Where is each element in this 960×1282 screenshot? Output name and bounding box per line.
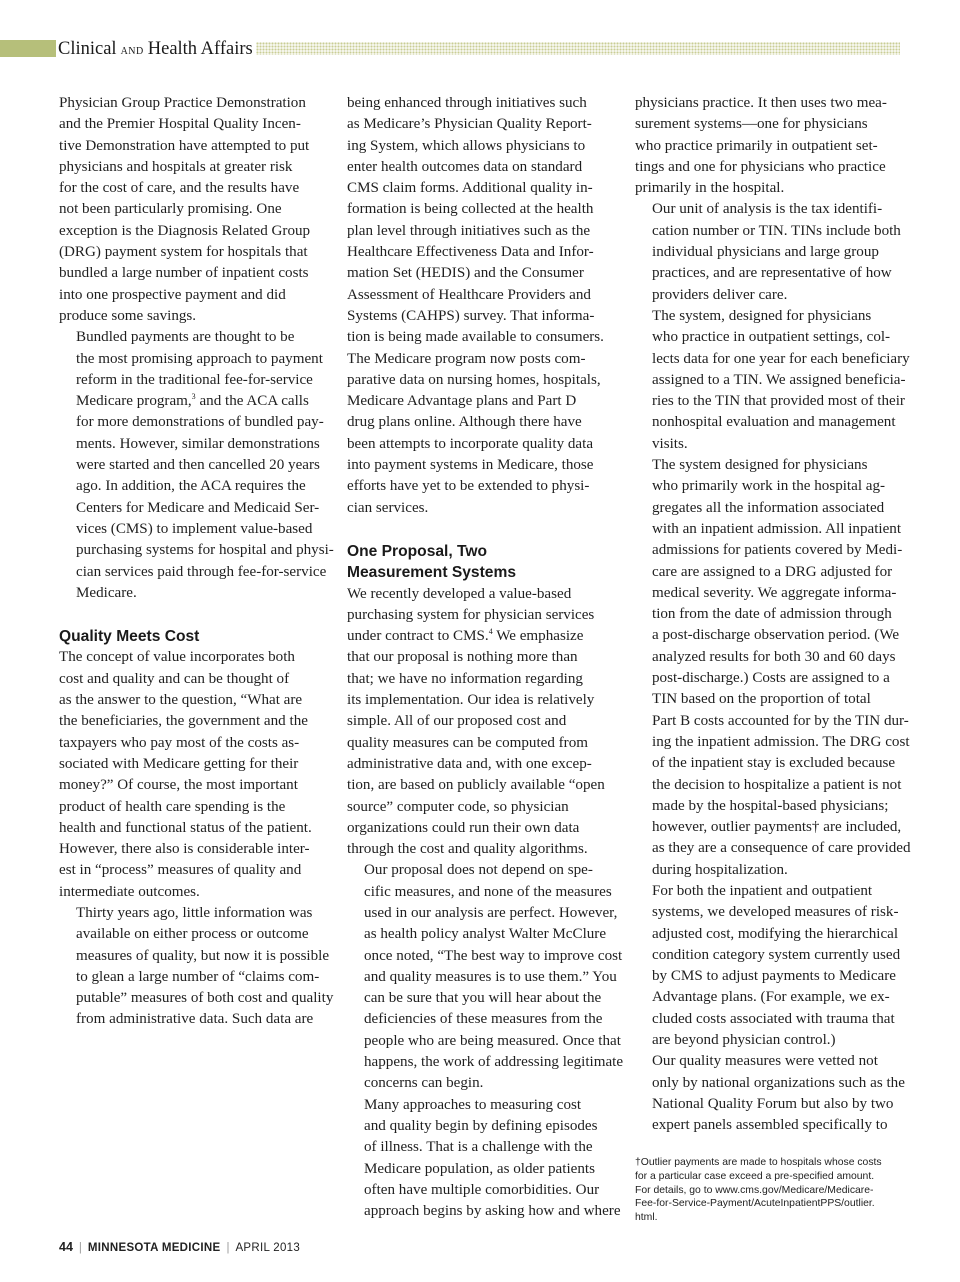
text-line: adjusted cost, modifying the hierarchical — [652, 925, 899, 942]
text-line: For both the inpatient and outpatient — [652, 882, 873, 899]
text-line: Assessment of Healthcare Providers and — [347, 286, 591, 303]
text-line: National Quality Forum but also by two — [652, 1095, 894, 1112]
paragraph — [635, 455, 911, 881]
paragraph — [347, 584, 617, 861]
text-line: by CMS to adjust payments to Medicare — [652, 968, 896, 985]
text-fragment: under contract to CMS. — [347, 628, 489, 645]
text-line: purchasing systems for hospital and physi- — [76, 542, 334, 559]
text-line: exception is the Diagnosis Related Group — [59, 222, 311, 239]
text-line: made by the hospital-based physicians; — [652, 797, 889, 814]
text-line: putable” measures of both cost and quality — [76, 990, 334, 1007]
text-line: are beyond physician control.) — [652, 1032, 836, 1049]
text-line: product of health care spending is the — [59, 798, 286, 815]
text-line: the decision to hospitalize a patient is not — [652, 776, 902, 793]
text-line: Our quality measures were vetted not — [652, 1053, 878, 1070]
page-footer — [59, 1240, 300, 1255]
magazine-name: MINNESOTA MEDICINE — [87, 1242, 221, 1254]
text-line: post-discharge.) Costs are assigned to a — [652, 670, 890, 687]
text-line: tion is being made available to consumers. — [347, 329, 604, 346]
text-line: produce some savings. — [59, 307, 197, 324]
text-line: who practice in outpatient settings, col- — [652, 329, 891, 346]
text-line: Advantage plans. (For example, we ex- — [652, 989, 890, 1006]
text-line: as the answer to the question, “What are — [59, 692, 303, 709]
text-line: can be sure that you will hear about the — [364, 990, 602, 1007]
paragraph — [635, 881, 905, 1051]
text-line: into one prospective payment and did — [59, 286, 286, 303]
text-line: being enhanced through initiatives such — [347, 95, 587, 111]
text-line: The Medicare program now posts com- — [347, 350, 586, 367]
text-line: admissions for patients covered by Medi- — [652, 542, 903, 559]
text-line: drug plans online. Although there have — [347, 414, 582, 431]
text-line: practices, and are representative of how — [652, 265, 892, 282]
header-dot-rule — [256, 42, 900, 55]
text-line: that our proposal is nothing more than — [347, 649, 578, 666]
header-accent-bar — [0, 40, 56, 57]
text-line: nonhospital evaluation and management — [652, 414, 896, 431]
text-line: assigned to a TIN. We assigned beneficia- — [652, 371, 906, 388]
text-line: source” computer code, so physician — [347, 798, 569, 815]
text-line: money?” Of course, the most important — [59, 777, 298, 794]
text-line: cluded costs associated with trauma that — [652, 1010, 895, 1027]
text-line: medical severity. We aggregate informa- — [652, 584, 897, 601]
text-line: Thirty years ago, little information was — [76, 904, 313, 921]
text-line: happens, the work of addressing legitimate — [364, 1054, 624, 1071]
text-line: as health policy analyst Walter McClure — [364, 926, 607, 943]
text-line: Part B costs accounted for by the TIN dur- — [652, 712, 909, 729]
text-line: measures of quality, but now it is possible — [76, 947, 330, 964]
text-line: as Medicare’s Physician Quality Report- — [347, 116, 592, 133]
text-line: administrative data and, with one excep- — [347, 755, 592, 772]
text-line: primarily in the hospital. — [635, 180, 785, 197]
column-2 — [347, 93, 624, 1222]
text-line: the most promising approach to payment — [76, 350, 323, 367]
text-line: expert panels assembled specifically to — [652, 1117, 888, 1134]
paragraph — [59, 93, 325, 327]
text-line: tion from the date of admission through — [652, 606, 892, 623]
paragraph — [59, 327, 334, 604]
text-line: cation number or TIN. TINs include both — [652, 222, 901, 239]
heading-line: Measurement Systems — [347, 564, 517, 582]
text-line: its implementation. Our idea is relatively — [347, 692, 595, 709]
text-line: individual physicians and large group — [652, 244, 879, 261]
text-line: (DRG) payment system for hospitals that — [59, 244, 308, 261]
footnote-outlier-payments — [635, 1156, 905, 1225]
text-line: html. — [635, 1212, 658, 1224]
text-line: enter health outcomes data on standard — [347, 158, 583, 175]
text-line: tive Demonstration have attempted to put — [59, 137, 310, 154]
text-line: ries to the TIN that provided most of their — [652, 393, 905, 410]
text-line: surement systems—one for physicians — [635, 116, 868, 133]
text-line: taxpayers who pay most of the costs as- — [59, 734, 300, 751]
text-line: est in “process” measures of quality and — [59, 862, 302, 879]
text-line: cific measures, and none of the measures — [364, 883, 612, 900]
text-line: Medicare. — [76, 584, 137, 601]
text-line: with an inpatient admission. All inpatient — [652, 520, 902, 537]
text-line: were started and then cancelled 20 years — [76, 457, 320, 474]
text-line: For details, go to www.cms.gov/Medicare/Medicare- — [635, 1184, 874, 1196]
text-line: cost and quality and can be thought of — [59, 670, 290, 687]
text-line: reform in the traditional fee-for-service — [76, 371, 313, 388]
text-line: available on either process or outcome — [76, 926, 309, 943]
text-line: deficiencies of these measures from the — [364, 1011, 603, 1028]
text-line: Our proposal does not depend on spe- — [364, 862, 593, 879]
text-fragment: and the ACA calls — [195, 393, 309, 410]
text-line: ago. In addition, the ACA requires the — [76, 478, 306, 495]
text-line: The system, designed for physicians — [652, 307, 872, 324]
paragraph — [635, 199, 905, 305]
text-line: cian services. — [347, 499, 429, 516]
text-line: However, there also is considerable inter- — [59, 841, 310, 858]
text-line: approach begins by asking how and where — [364, 1203, 621, 1220]
text-line: lects data for one year for each beneficiary — [652, 350, 910, 367]
text-line: not been particularly promising. One — [59, 201, 282, 218]
footer-separator: | — [226, 1242, 230, 1254]
text-line: parative data on nursing homes, hospitals, — [347, 371, 601, 388]
text-line: a post-discharge observation period. (We — [652, 627, 900, 644]
text-line — [347, 626, 617, 647]
text-line: to glean a large number of “claims com- — [76, 968, 320, 985]
paragraph — [347, 93, 617, 519]
text-line: for more demonstrations of bundled pay- — [76, 414, 324, 431]
text-line: physicians and hospitals at greater risk — [59, 158, 293, 175]
text-line: people who are being measured. Once that — [364, 1032, 621, 1049]
text-line: often have multiple comorbidities. Our — [364, 1181, 600, 1198]
text-line: tion, are based on publicly available “open — [347, 777, 605, 794]
text-line: Many approaches to measuring cost — [364, 1096, 582, 1113]
column-3 — [635, 93, 911, 1137]
text-line: CMS claim forms. Additional quality in- — [347, 180, 593, 197]
text-line: Medicare Advantage plans and Part D — [347, 393, 577, 410]
text-line: been attempts to incorporate quality data — [347, 435, 594, 452]
text-line: as they are a consequence of care provided — [652, 840, 911, 857]
page-number: 44 — [59, 1240, 73, 1254]
text-line: Bundled payments are thought to be — [76, 329, 295, 346]
section-title-clinical: Clinical — [58, 39, 117, 59]
text-line: The system designed for physicians — [652, 457, 868, 474]
section-title-health-affairs: Health Affairs — [147, 39, 253, 59]
section-title — [58, 38, 253, 63]
paragraph — [635, 1051, 905, 1136]
text-line: organizations could run their own data — [347, 819, 580, 836]
text-line: We recently developed a value-based — [347, 585, 572, 602]
text-line: during hospitalization. — [652, 861, 788, 878]
text-line: Healthcare Effectiveness Data and Infor- — [347, 244, 594, 261]
footer-separator: | — [78, 1242, 82, 1254]
text-line: once noted, “The best way to improve cost — [364, 947, 623, 964]
text-line: the beneficiaries, the government and the — [59, 713, 308, 730]
text-line: Medicare population, as older patients — [364, 1160, 595, 1177]
text-line: †Outlier payments are made to hospitals whose costs — [635, 1157, 882, 1168]
text-fragment: Medicare program, — [76, 393, 192, 410]
text-line: for the cost of care, and the results have — [59, 180, 300, 197]
text-line: quality measures can be computed from — [347, 734, 588, 751]
text-line: through the cost and quality algorithms. — [347, 841, 588, 858]
text-line: providers deliver care. — [652, 286, 788, 303]
text-line: condition category system currently used — [652, 946, 901, 963]
paragraph-lines — [59, 412, 334, 604]
paragraph — [59, 647, 325, 903]
text-line: health and functional status of the patient. — [59, 819, 312, 836]
text-line: gregates all the information associated — [652, 499, 885, 516]
issue-date: APRIL 2013 — [235, 1242, 301, 1254]
paragraph — [347, 860, 624, 1094]
text-line: Systems (CAHPS) survey. That informa- — [347, 307, 595, 324]
text-line: sociated with Medicare getting for their — [59, 755, 299, 772]
text-line: plan level through initiatives such as the — [347, 222, 591, 239]
text-line: of the inpatient stay is excluded because — [652, 755, 896, 772]
text-line: from administrative data. Such data are — [76, 1011, 314, 1028]
text-line: Our unit of analysis is the tax identifi- — [652, 201, 883, 218]
text-line: Fee-for-Service-Payment/AcuteInpatientPPS/outlier. — [635, 1198, 875, 1210]
text-line: who practice primarily in outpatient set- — [635, 137, 878, 154]
section-title-and: AND — [120, 46, 144, 57]
column-1 — [59, 93, 334, 1031]
text-line: systems, we developed measures of risk- — [652, 904, 899, 921]
text-line: care are assigned to a DRG adjusted for — [652, 563, 893, 580]
section-heading-one-proposal — [347, 541, 617, 584]
paragraph — [635, 93, 905, 199]
text-line: Physician Group Practice Demonstration — [59, 95, 306, 111]
text-line: ments. However, similar demonstrations — [76, 435, 320, 452]
text-line: for a particular case exceed a pre-specified amount. — [635, 1170, 875, 1182]
text-line: and the Premier Hospital Quality Incen- — [59, 116, 301, 133]
text-line: that; we have no information regarding — [347, 670, 583, 687]
text-line: only by national organizations such as the — [652, 1074, 905, 1091]
text-line: The concept of value incorporates both — [59, 649, 295, 666]
text-line: intermediate outcomes. — [59, 883, 200, 900]
reference-superscript[interactable]: 3 — [191, 392, 196, 402]
text-line: and quality measures is to use them.” You — [364, 968, 617, 985]
text-line: Centers for Medicare and Medicaid Ser- — [76, 499, 320, 516]
text-line: into payment systems in Medicare, those — [347, 457, 594, 474]
text-line: TIN based on the proportion of total — [652, 691, 871, 708]
text-fragment: We emphasize — [492, 628, 584, 645]
text-line: ing the inpatient admission. The DRG cost — [652, 733, 910, 750]
text-line: visits. — [652, 435, 688, 452]
heading-line: One Proposal, Two — [347, 542, 488, 560]
text-line: simple. All of our proposed cost and — [347, 713, 567, 730]
text-line: formation is being collected at the health — [347, 201, 594, 218]
text-line: however, outlier payments† are included, — [652, 819, 902, 836]
text-line: used in our analysis are perfect. However, — [364, 904, 618, 921]
paragraph — [59, 903, 334, 1031]
text-line: who primarily work in the hospital ag- — [652, 478, 886, 495]
text-line: and quality begin by defining episodes — [364, 1117, 598, 1134]
text-line: of illness. That is a challenge with the — [364, 1139, 593, 1156]
section-heading-quality-meets-cost: Quality Meets Cost — [59, 628, 200, 646]
text-line: cian services paid through fee-for-service — [76, 563, 327, 580]
text-line: bundled a large number of inpatient costs — [59, 265, 309, 282]
paragraph — [635, 306, 910, 455]
paragraph — [347, 1095, 621, 1223]
text-line: concerns can begin. — [364, 1075, 484, 1092]
paragraph-lines — [347, 647, 617, 860]
text-line: tings and one for physicians who practice — [635, 158, 886, 175]
text-line: vices (CMS) to implement value-based — [76, 520, 313, 537]
reference-superscript[interactable]: 4 — [488, 627, 493, 637]
text-line: purchasing system for physician services — [347, 606, 595, 623]
text-line: physicians practice. It then uses two mea- — [635, 95, 887, 111]
text-line: efforts have yet to be extended to physi- — [347, 478, 590, 495]
text-line: analyzed results for both 30 and 60 days — [652, 648, 896, 665]
text-line: mation Set (HEDIS) and the Consumer — [347, 265, 584, 282]
text-line: ing System, which allows physicians to — [347, 137, 586, 154]
text-line — [59, 391, 325, 412]
